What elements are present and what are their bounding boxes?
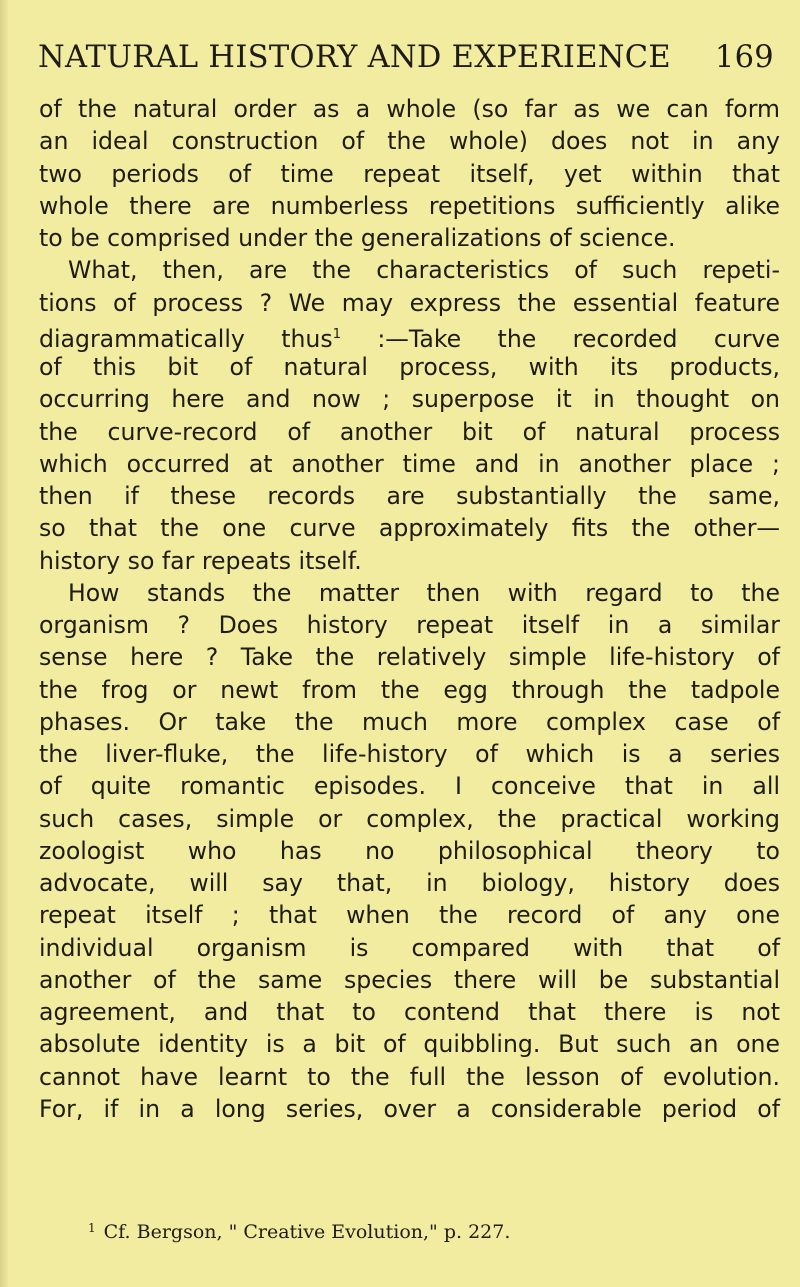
text-line: history so far repeats itself. [39, 546, 362, 575]
text-line: occurring here and now ; superpose it in thought on [39, 385, 780, 414]
text-segment: diagrammatically thus [39, 324, 333, 353]
text-line: of the natural order as a whole (so far as we can form [39, 95, 780, 123]
text-line: the liver-fluke, the life-history of which is a series [39, 740, 780, 768]
running-head [38, 38, 778, 78]
footnote-marker: 1 [88, 1221, 96, 1235]
text-line: whole there are numberless repetitions sufficiently alike [39, 191, 780, 220]
text-line: sense here ? Take the relatively simple life-history of [39, 643, 780, 672]
running-head-title: NATURAL HISTORY AND EXPERIENCE [38, 40, 671, 75]
text-line: an ideal construction of the whole) does not in any [39, 127, 780, 156]
text-line: the frog or newt from the egg through the tadpole [39, 675, 780, 704]
text-line: absolute identity is a bit of quibbling. But such an one [39, 1030, 780, 1059]
text-line: organism ? Does history repeat itself in a similar [39, 611, 780, 639]
page-gutter-edge [0, 0, 8, 1287]
paragraph-start-line: What, then, are the characteristics of such repeti- [68, 256, 780, 285]
text-line: the curve-record of another bit of natural process [39, 417, 780, 446]
body-text [39, 93, 780, 1125]
text-line: phases. Or take the much more complex case of [39, 707, 780, 736]
text-line: of quite romantic episodes. I conceive that in all [39, 772, 780, 801]
text-line: so that the one curve approximately fits the other— [39, 514, 780, 543]
text-line: repeat itself ; that when the record of any one [39, 901, 780, 930]
text-line: two periods of time repeat itself, yet within that [39, 159, 780, 188]
text-line: to be comprised under the generalizations of science. [39, 224, 676, 252]
text-line: then if these records are substantially the same, [39, 482, 780, 510]
text-line: of this bit of natural process, with its products, [39, 353, 780, 381]
text-line: cannot have learnt to the full the lesson of evolution. [39, 1062, 780, 1091]
text-line: For, if in a long series, over a considerable period of [39, 1094, 780, 1123]
text-line: zoologist who has no philosophical theory to [39, 836, 780, 865]
footnote-text: Cf. Bergson, " Creative Evolution," p. 227. [103, 1221, 511, 1243]
text-line: agreement, and that to contend that there is not [39, 998, 780, 1026]
footnote [88, 1213, 510, 1243]
text-line: individual organism is compared with that of [39, 933, 780, 962]
text-line-with-footnote-ref [39, 319, 780, 351]
text-line: such cases, simple or complex, the practical working [39, 804, 780, 833]
paragraph-start-line: How stands the matter then with regard to the [68, 578, 780, 607]
footnote-reference: 1 [332, 326, 341, 342]
text-line: advocate, will say that, in biology, history does [39, 869, 780, 897]
text-line: another of the same species there will be substantial [39, 965, 780, 994]
text-line: which occurred at another time and in another place ; [39, 449, 780, 478]
text-segment: :—Take the recorded curve [340, 324, 780, 353]
page-number: 169 [714, 40, 774, 75]
text-line: tions of process ? We may express the essential feature [39, 288, 780, 317]
